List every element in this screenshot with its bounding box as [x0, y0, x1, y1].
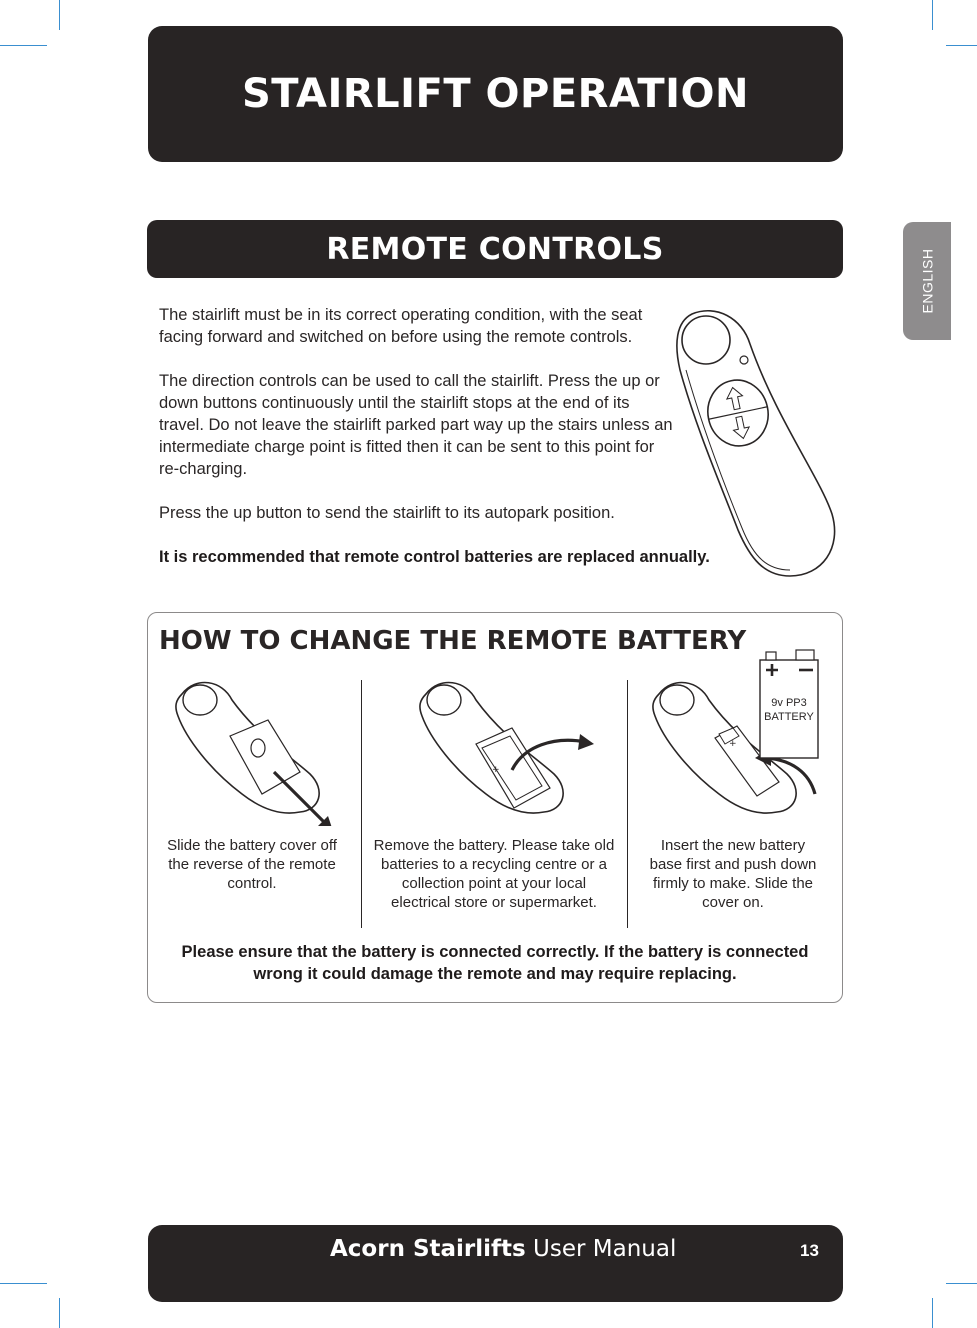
indicator-led-icon — [740, 356, 748, 364]
grip-texture-icon — [251, 739, 265, 757]
keyring-hole-icon — [183, 685, 217, 715]
crop-mark — [932, 0, 933, 30]
battery-label-line: 9v PP3 — [771, 697, 807, 709]
keyring-hole-icon — [682, 316, 730, 364]
svg-text:+: + — [492, 765, 500, 775]
page-number: 13 — [800, 1241, 819, 1260]
lift-arrow-icon — [578, 734, 594, 750]
crop-mark — [0, 45, 47, 46]
crop-mark — [946, 45, 977, 46]
footer-brand — [330, 1236, 676, 1262]
step-divider — [627, 680, 628, 928]
brand-name: Acorn Stairlifts — [330, 1236, 526, 1262]
section-title: REMOTE CONTROLS — [326, 231, 664, 267]
intro-paragraph: The direction controls can be used to call the stairlift. Press the up or down buttons continuously until the stairlift stops at the end of its travel. Do not leave the stairlift parked part way up the stairs unless an intermediate charge point is fitted then it can be sent to this point for re-charging. — [159, 372, 673, 478]
language-tab-label: ENGLISH — [919, 248, 935, 314]
battery-label-line: BATTERY — [764, 711, 814, 723]
step-1-text: Slide the battery cover off the reverse of the remote control. — [167, 837, 337, 892]
section-header — [147, 220, 843, 278]
page-title: STAIRLIFT OPERATION — [242, 71, 749, 117]
intro-text — [159, 304, 710, 568]
battery-recommendation: It is recommended that remote control batteries are replaced annually. — [159, 548, 710, 566]
svg-text:+: + — [729, 739, 737, 749]
remote-control-illustration — [672, 308, 840, 582]
battery-section-title: HOW TO CHANGE THE REMOTE BATTERY — [159, 626, 747, 656]
keyring-hole-icon — [427, 685, 461, 715]
step-2-illustration — [416, 676, 596, 826]
crop-mark — [0, 1283, 47, 1284]
step-divider — [361, 680, 362, 928]
step-2-text: Remove the battery. Please take old batteries to a recycling centre or a collection point at your local electrical store or supermarket. — [373, 837, 615, 911]
crop-mark — [59, 1298, 60, 1328]
crop-mark — [932, 1298, 933, 1328]
crop-mark — [59, 0, 60, 30]
manual-label: User Manual — [525, 1236, 677, 1262]
step-1-illustration — [170, 676, 340, 826]
keyring-hole-icon — [660, 685, 694, 715]
intro-paragraph: The stairlift must be in its correct operating condition, with the seat facing forward and switched on before using the remote controls. — [159, 306, 643, 346]
step-3-text: Insert the new battery base first and push down firmly to make. Slide the cover on. — [649, 837, 817, 911]
intro-paragraph: Press the up button to send the stairlift to its autopark position. — [159, 504, 615, 522]
battery-warning: Please ensure that the battery is connected correctly. If the battery is connected wrong it could damage the remote and may require replacing. — [181, 943, 809, 983]
crop-mark — [946, 1283, 977, 1284]
battery-label — [760, 696, 818, 724]
page-title-bar — [148, 26, 843, 162]
language-tab — [903, 222, 951, 340]
